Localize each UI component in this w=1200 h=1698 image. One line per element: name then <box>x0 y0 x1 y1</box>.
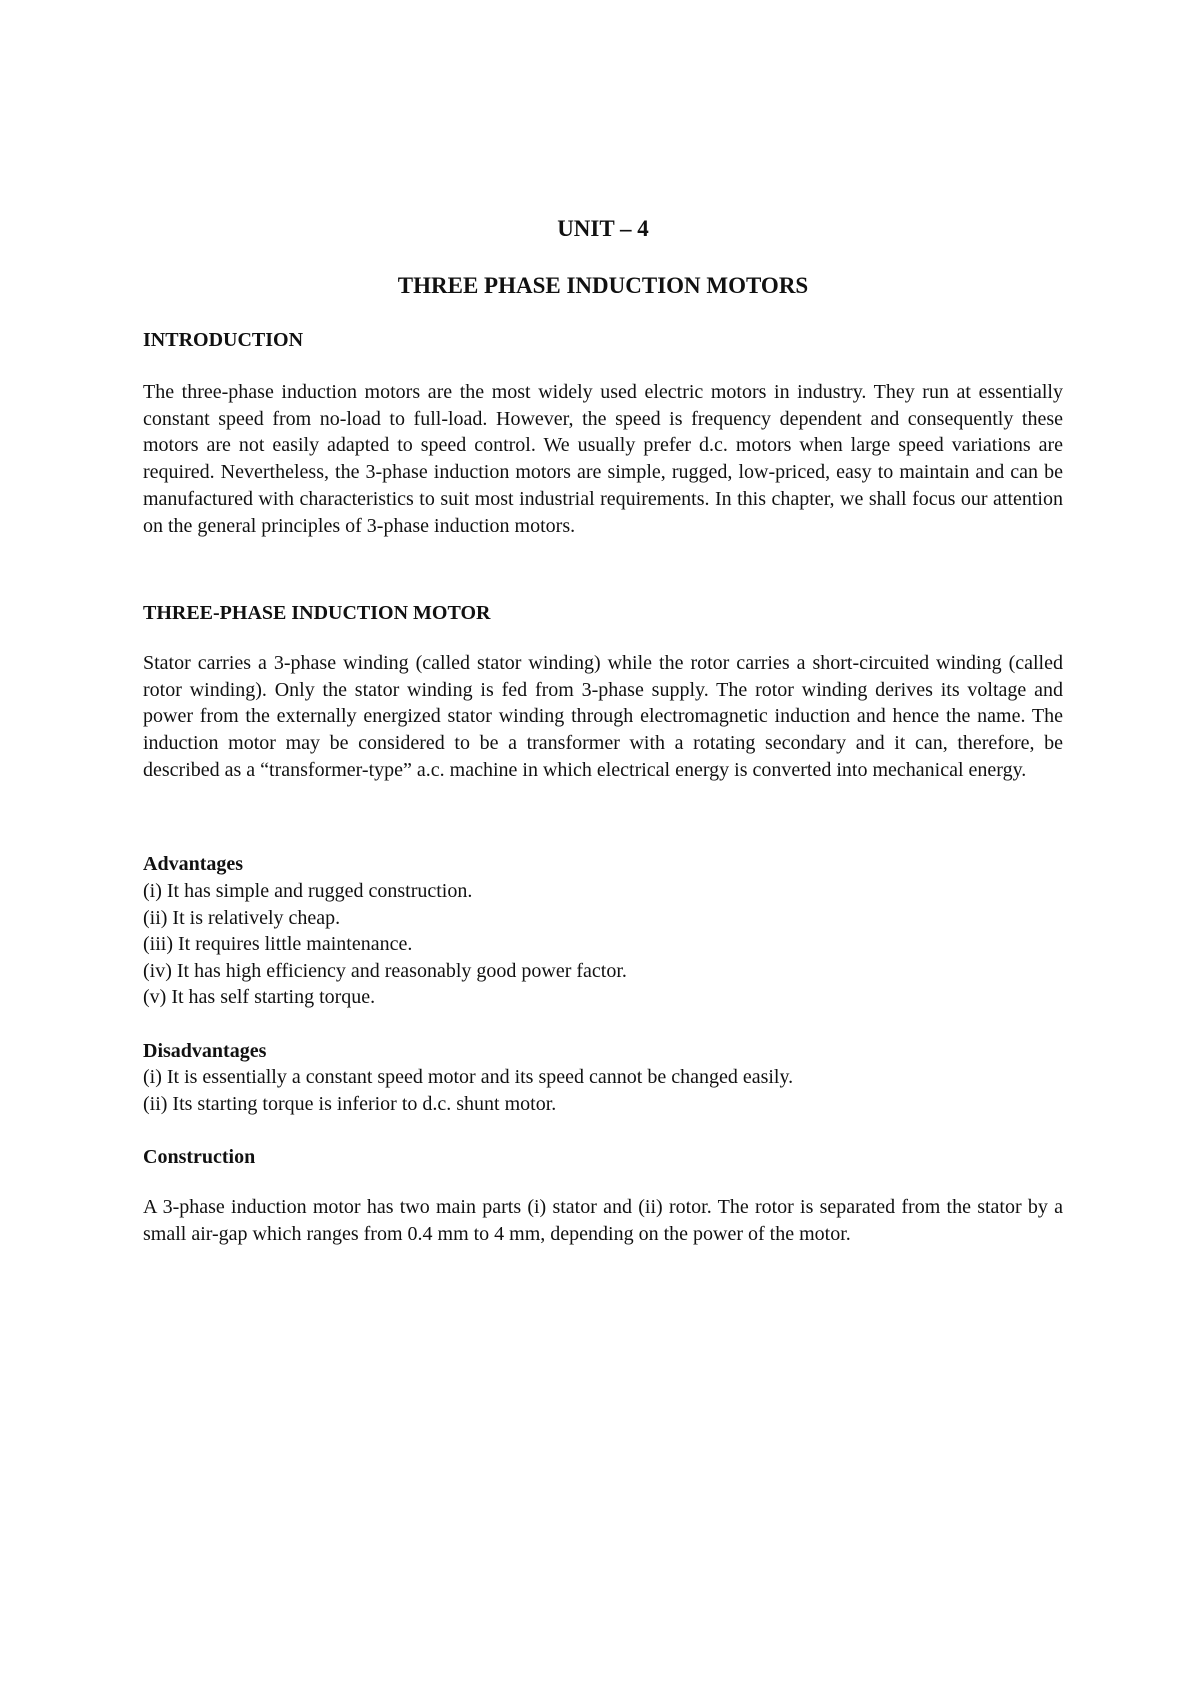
disadvantage-item: (ii) Its starting torque is inferior to d.c. shunt motor. <box>143 1092 557 1115</box>
advantages-list <box>143 878 1063 1011</box>
advantage-item: (iv) It has high efficiency and reasonably good power factor. <box>143 959 627 982</box>
three-phase-motor-paragraph: Stator carries a 3-phase winding (called stator winding) while the rotor carries a short-circuited winding (called rotor winding). Only the stator winding is fed from 3-phase supply. The rotor winding derives its voltage and power from the externally energized stator winding through electromagnetic induction and hence the name. The induction motor may be considered to be a transformer with a rotating secondary and it can, therefore, be described as a “transformer-type” a.c. machine in which electrical energy is converted into mechanical energy. <box>143 652 1063 781</box>
disadvantages-list <box>143 1064 1063 1117</box>
disadvantage-item: (i) It is essentially a constant speed motor and its speed cannot be changed easily. <box>143 1066 794 1088</box>
chapter-title: THREE PHASE INDUCTION MOTORS <box>397 273 809 298</box>
construction-paragraph: A 3-phase induction motor has two main parts (i) stator and (ii) rotor. The rotor is separated from the stator by a small air-gap which ranges from 0.4 mm to 4 mm, depending on the power of the motor. <box>143 1196 1063 1245</box>
three-phase-motor-heading: THREE-PHASE INDUCTION MOTOR <box>143 602 491 624</box>
construction-heading: Construction <box>143 1146 256 1168</box>
advantages-heading: Advantages <box>143 853 244 875</box>
advantage-item: (iii) It requires little maintenance. <box>143 933 413 955</box>
unit-title: UNIT – 4 <box>557 216 649 241</box>
advantage-item: (v) It has self starting torque. <box>143 986 376 1008</box>
advantage-item: (i) It has simple and rugged construction. <box>143 880 473 902</box>
disadvantages-heading: Disadvantages <box>143 1040 267 1062</box>
advantage-item: (ii) It is relatively cheap. <box>143 906 341 929</box>
introduction-paragraph: The three-phase induction motors are the most widely used electric motors in industry. They run at essentially constant speed from no-load to full-load. However, the speed is frequency dependent and consequently these motors are not easily adapted to speed control. We usually prefer d.c. motors when large speed variations are required. Nevertheless, the 3-phase induction motors are simple, rugged, low-priced, easy to maintain and can be manufactured with characteristics to suit most industrial requirements. In this chapter, we shall focus our attention on the general principles of 3-phase induction motors. <box>143 381 1063 537</box>
introduction-heading: INTRODUCTION <box>143 329 304 351</box>
